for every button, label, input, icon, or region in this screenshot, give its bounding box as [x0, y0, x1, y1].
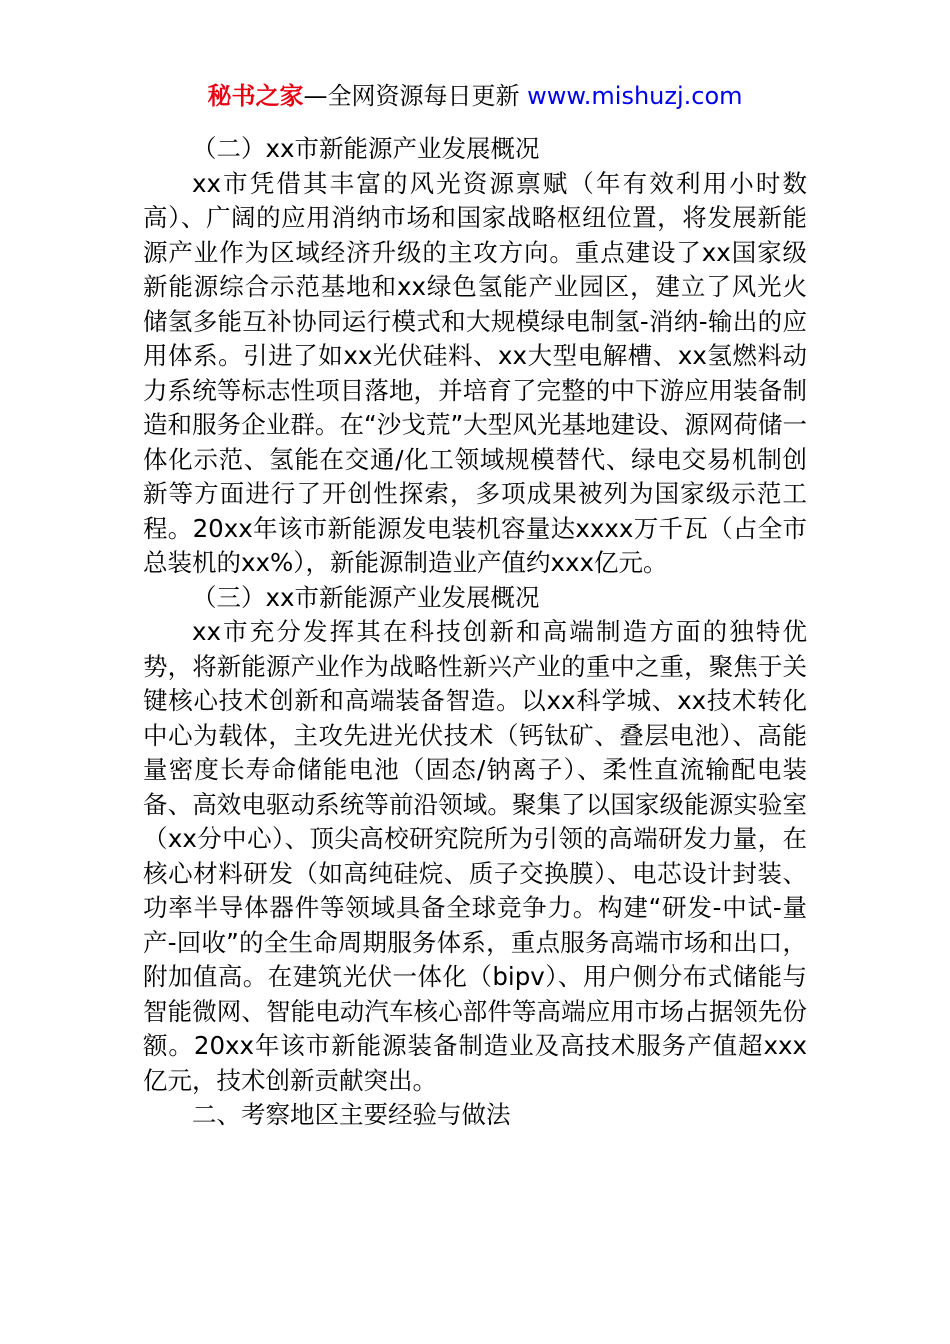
heading-part-2: 二、考察地区主要经验与做法 — [192, 1100, 511, 1129]
heading-section-3: （三）xx市新能源产业发展概况 — [192, 582, 540, 612]
header-tagline: —全网资源每日更新 — [303, 82, 520, 110]
brand-name: 秘书之家 — [207, 82, 304, 110]
site-url-link[interactable]: www.mishuzj.com — [527, 82, 743, 110]
document-body — [143, 132, 807, 1133]
heading-section-2: （二）xx市新能源产业发展概况 — [192, 134, 540, 163]
paragraph-section-3: xx市充分发挥其在科技创新和高端制造方面的独特优势，将新能源产业作为战略性新兴产业的重中之重，聚焦于关键核心技术创新和高端装备智造。以xx科学城、xx技术转化中心为载体，主攻先进光伏技术（钙钛矿、叠层电池）、高能量密度长寿命储能电池（固态/钠离子）、柔性直流输配电装备、高效电驱动系统等前沿领域。聚集了以国家级能源实验室（xx分中心）、顶尖高校研究院所为引领的高端研发力量，在核心材料研发（如高纯硅烷、质子交换膜）、电芯设计封装、功率半导体器件等领域具备全球竞争力。构建“研发-中试-量产-回收”的全生命周期服务体系，重点服务高端市场和出口，附加值高。在建筑光伏一体化（bipv）、用户侧分布式储能与智能微网、智能电动汽车核心部件等高端应用市场占据领先份额。20xx年该市新能源装备制造业及高技术服务产值超xxx亿元，技术创新贡献突出。 — [143, 617, 807, 1095]
page-header — [0, 79, 950, 113]
paragraph-section-2: xx市凭借其丰富的风光资源禀赋（年有效利用小时数高）、广阔的应用消纳市场和国家战略枢纽位置，将发展新能源产业作为区域经济升级的主攻方向。重点建设了xx国家级新能源综合示范基地和xx绿色氢能产业园区，建立了风光火储氢多能互补协同运行模式和大规模绿电制氢-消纳-输出的应用体系。引进了如xx光伏硅料、xx大型电解槽、xx氢燃料动力系统等标志性项目落地，并培育了完整的中下游应用装备制造和服务企业群。在“沙戈荒”大型风光基地建设、源网荷储一体化示范、氢能在交通/化工领域规模替代、绿电交易机制创新等方面进行了开创性探索，多项成果被列为国家级示范工程。20xx年该市新能源发电装机容量达xxxx万千瓦（占全市总装机的xx%），新能源制造业产值约xxx亿元。 — [143, 168, 807, 577]
